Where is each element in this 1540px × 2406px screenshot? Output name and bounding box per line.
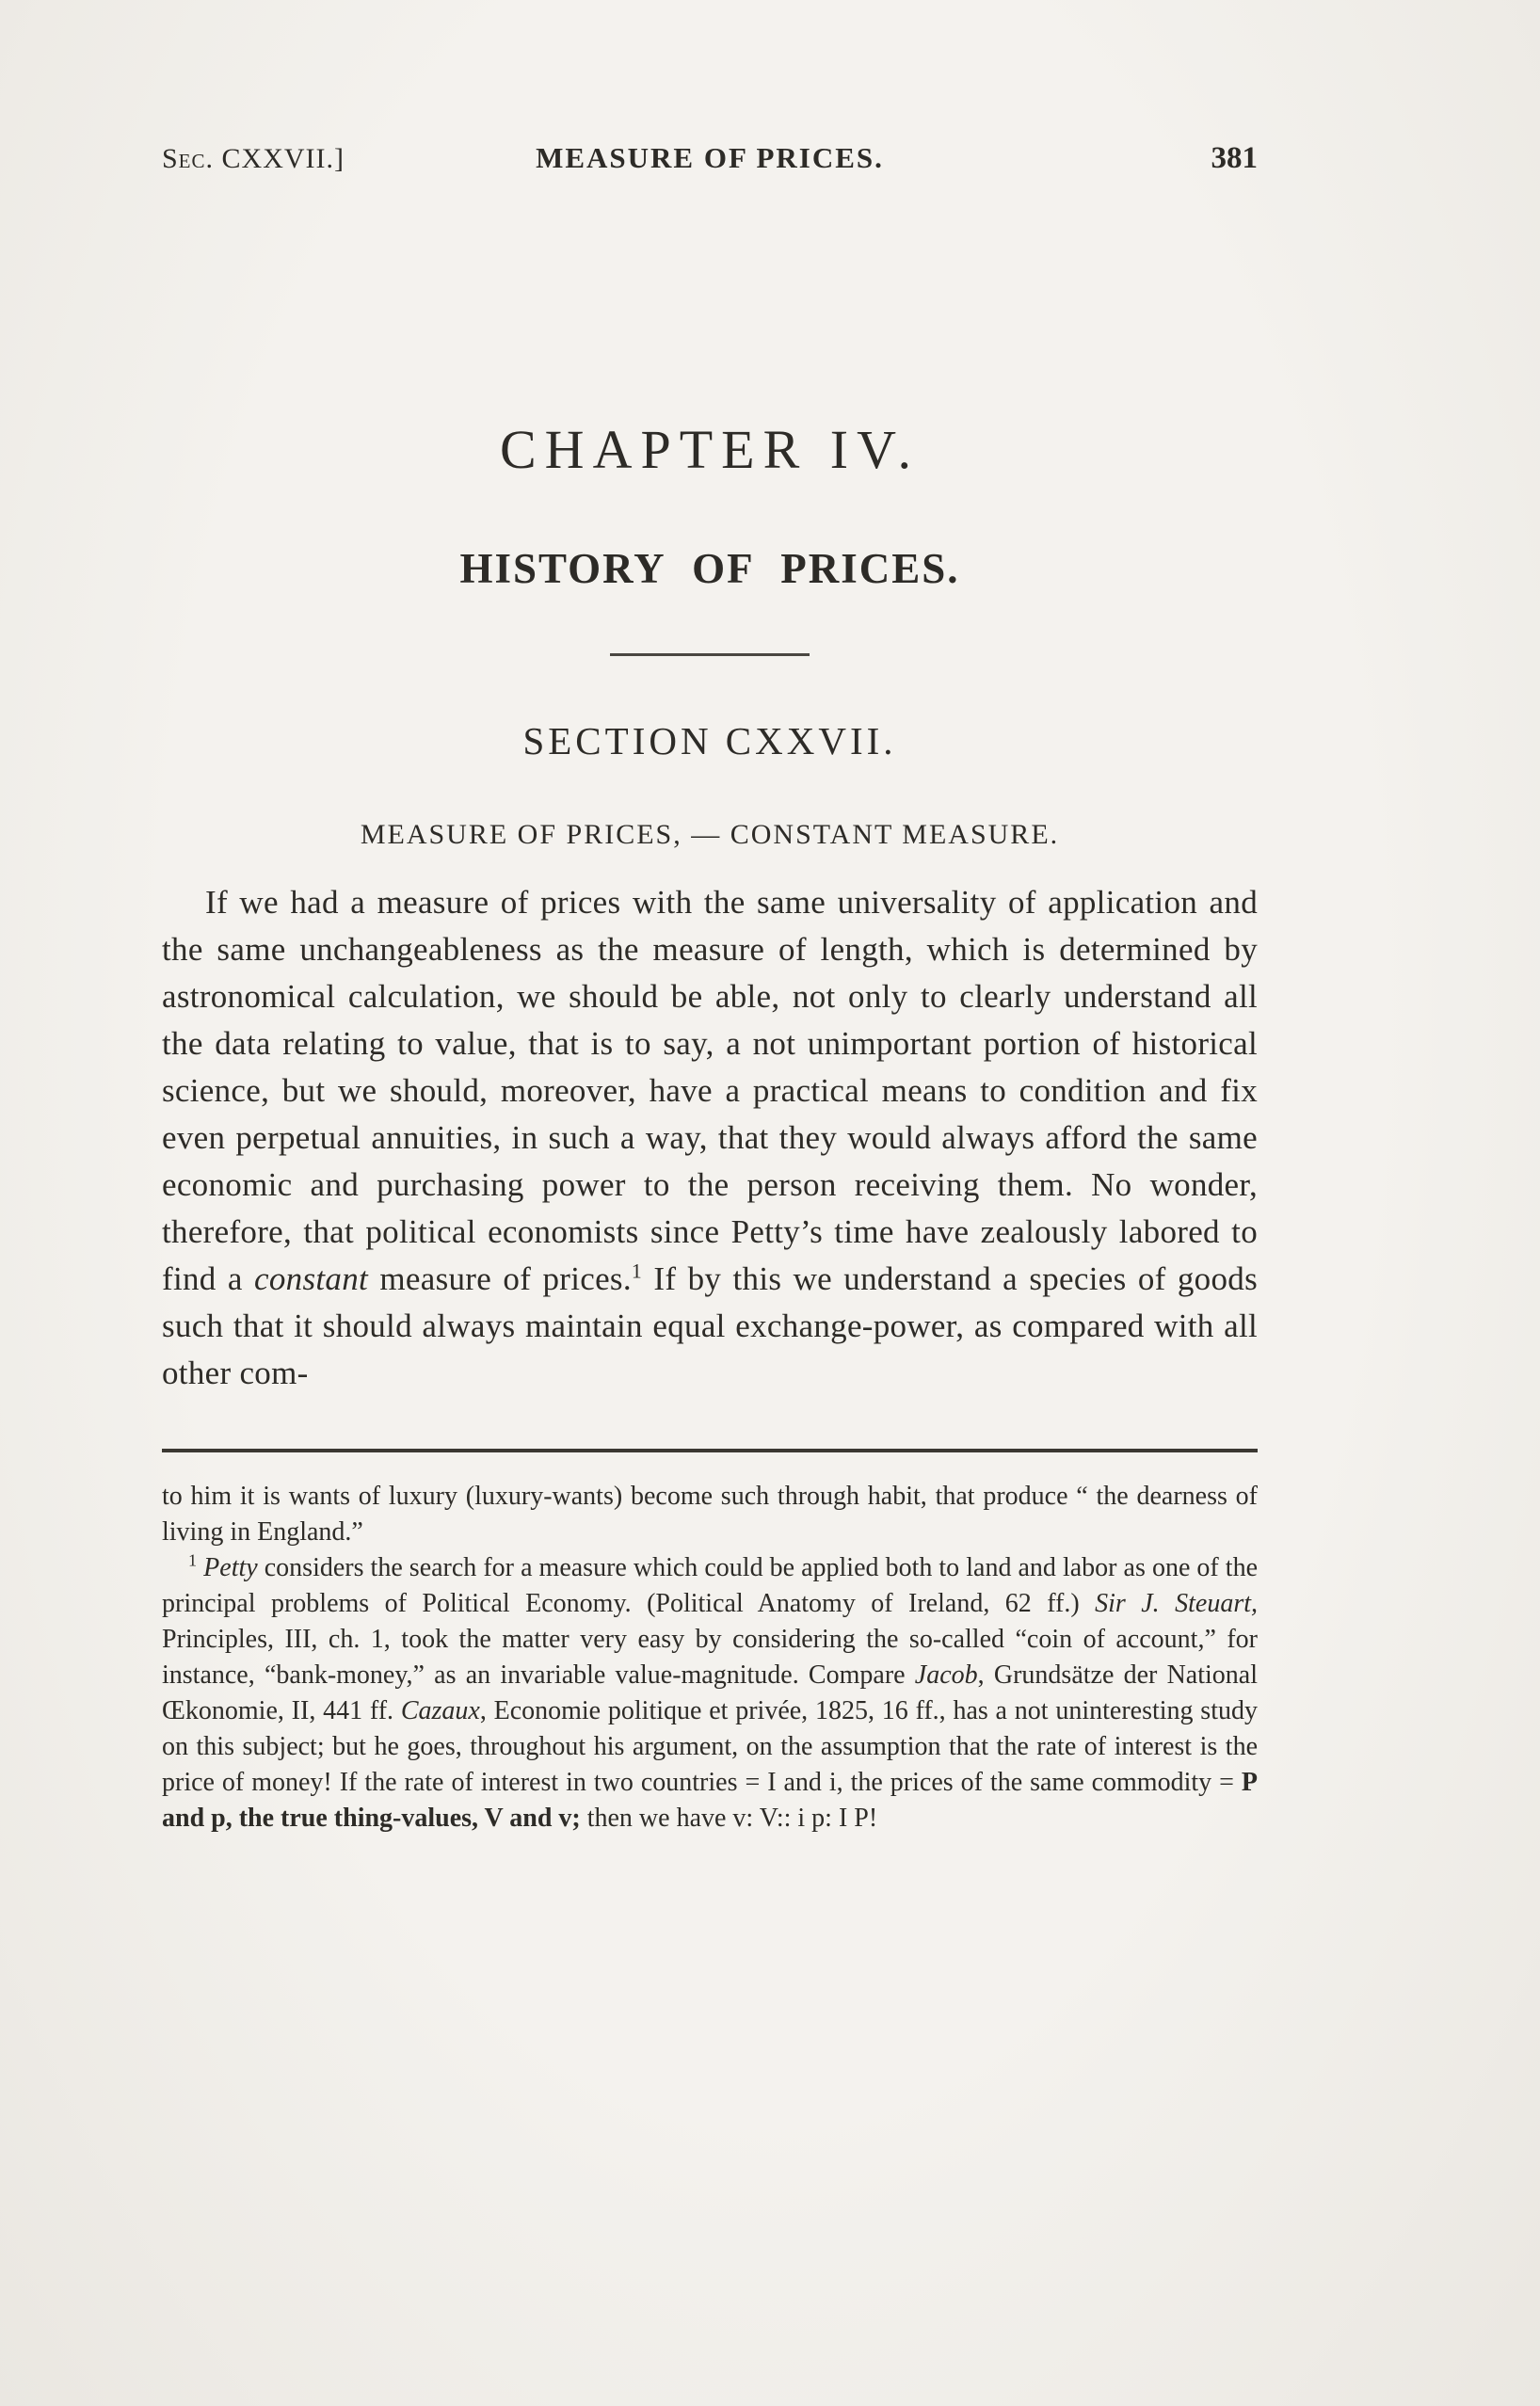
section-label: Sec. CXXVII.]: [162, 143, 345, 174]
footnote-divider: [162, 1449, 1258, 1452]
running-header: [162, 0, 1258, 176]
section-title: SECTION CXXVII.: [522, 719, 897, 762]
title-divider: [610, 653, 810, 656]
footnotes-block: [162, 1479, 1258, 1837]
section-subtitle: MEASURE OF PRICES, — CONSTANT MEASURE.: [360, 819, 1060, 850]
chapter-subtitle: HISTORY OF PRICES.: [459, 545, 960, 592]
page-number: 381: [1211, 141, 1258, 175]
chapter-title: CHAPTER IV.: [500, 419, 920, 480]
running-title: MEASURE OF PRICES.: [536, 141, 884, 174]
footnote-1: $^1$ Petty considers the search for a measure which could be applied both to land and labor as one of the principal problems of Political Economy. (Political Anatomy of Ireland, 62 ff.) Sir J. Steuart, Principles, III, ch. 1, took the matter very easy by considering the so-called “coin of account,” for instance, “bank-money,” as an invariable value-magnitude. Compare Jacob, Grundsätze der National Œkonomie, II, 441 ff. Cazaux, Economie politique et privée, 1825, 16 ff., has a not uninteresting study on this subject; but he goes, throughout his argument, on the assumption that the rate of interest is the price of money! If the rate of interest in two countries = I and i, the prices of the same commodity = P and p, the true thing-values, V and v; then we have v: V:: i p: I P!: [162, 1550, 1259, 1833]
body-paragraph: If we had a measure of prices with the same universality of application and the same unchangeableness as the measure of length, which is determined by astronomical calculation, we should be able, not only to clearly understand all the data relating to value, that is to say, a not unimportant portion of historical science, but we should, moreover, have a practical means to condition and fix even perpetual annuities, in such a way, that they would always afford the same economic and purchasing power to the person receiving them. No wonder, therefore, that political economists since Petty’s time have zealously labored to find a constant measure of prices.$^1$ If by this we understand a species of goods such that it should always maintain equal exchange-power, as compared with all other com-: [162, 884, 1259, 1391]
footnote-continuation: to him it is wants of luxury (luxury-wants) become such through habit, that produce “ the dearness of living in England.”: [162, 1482, 1258, 1547]
